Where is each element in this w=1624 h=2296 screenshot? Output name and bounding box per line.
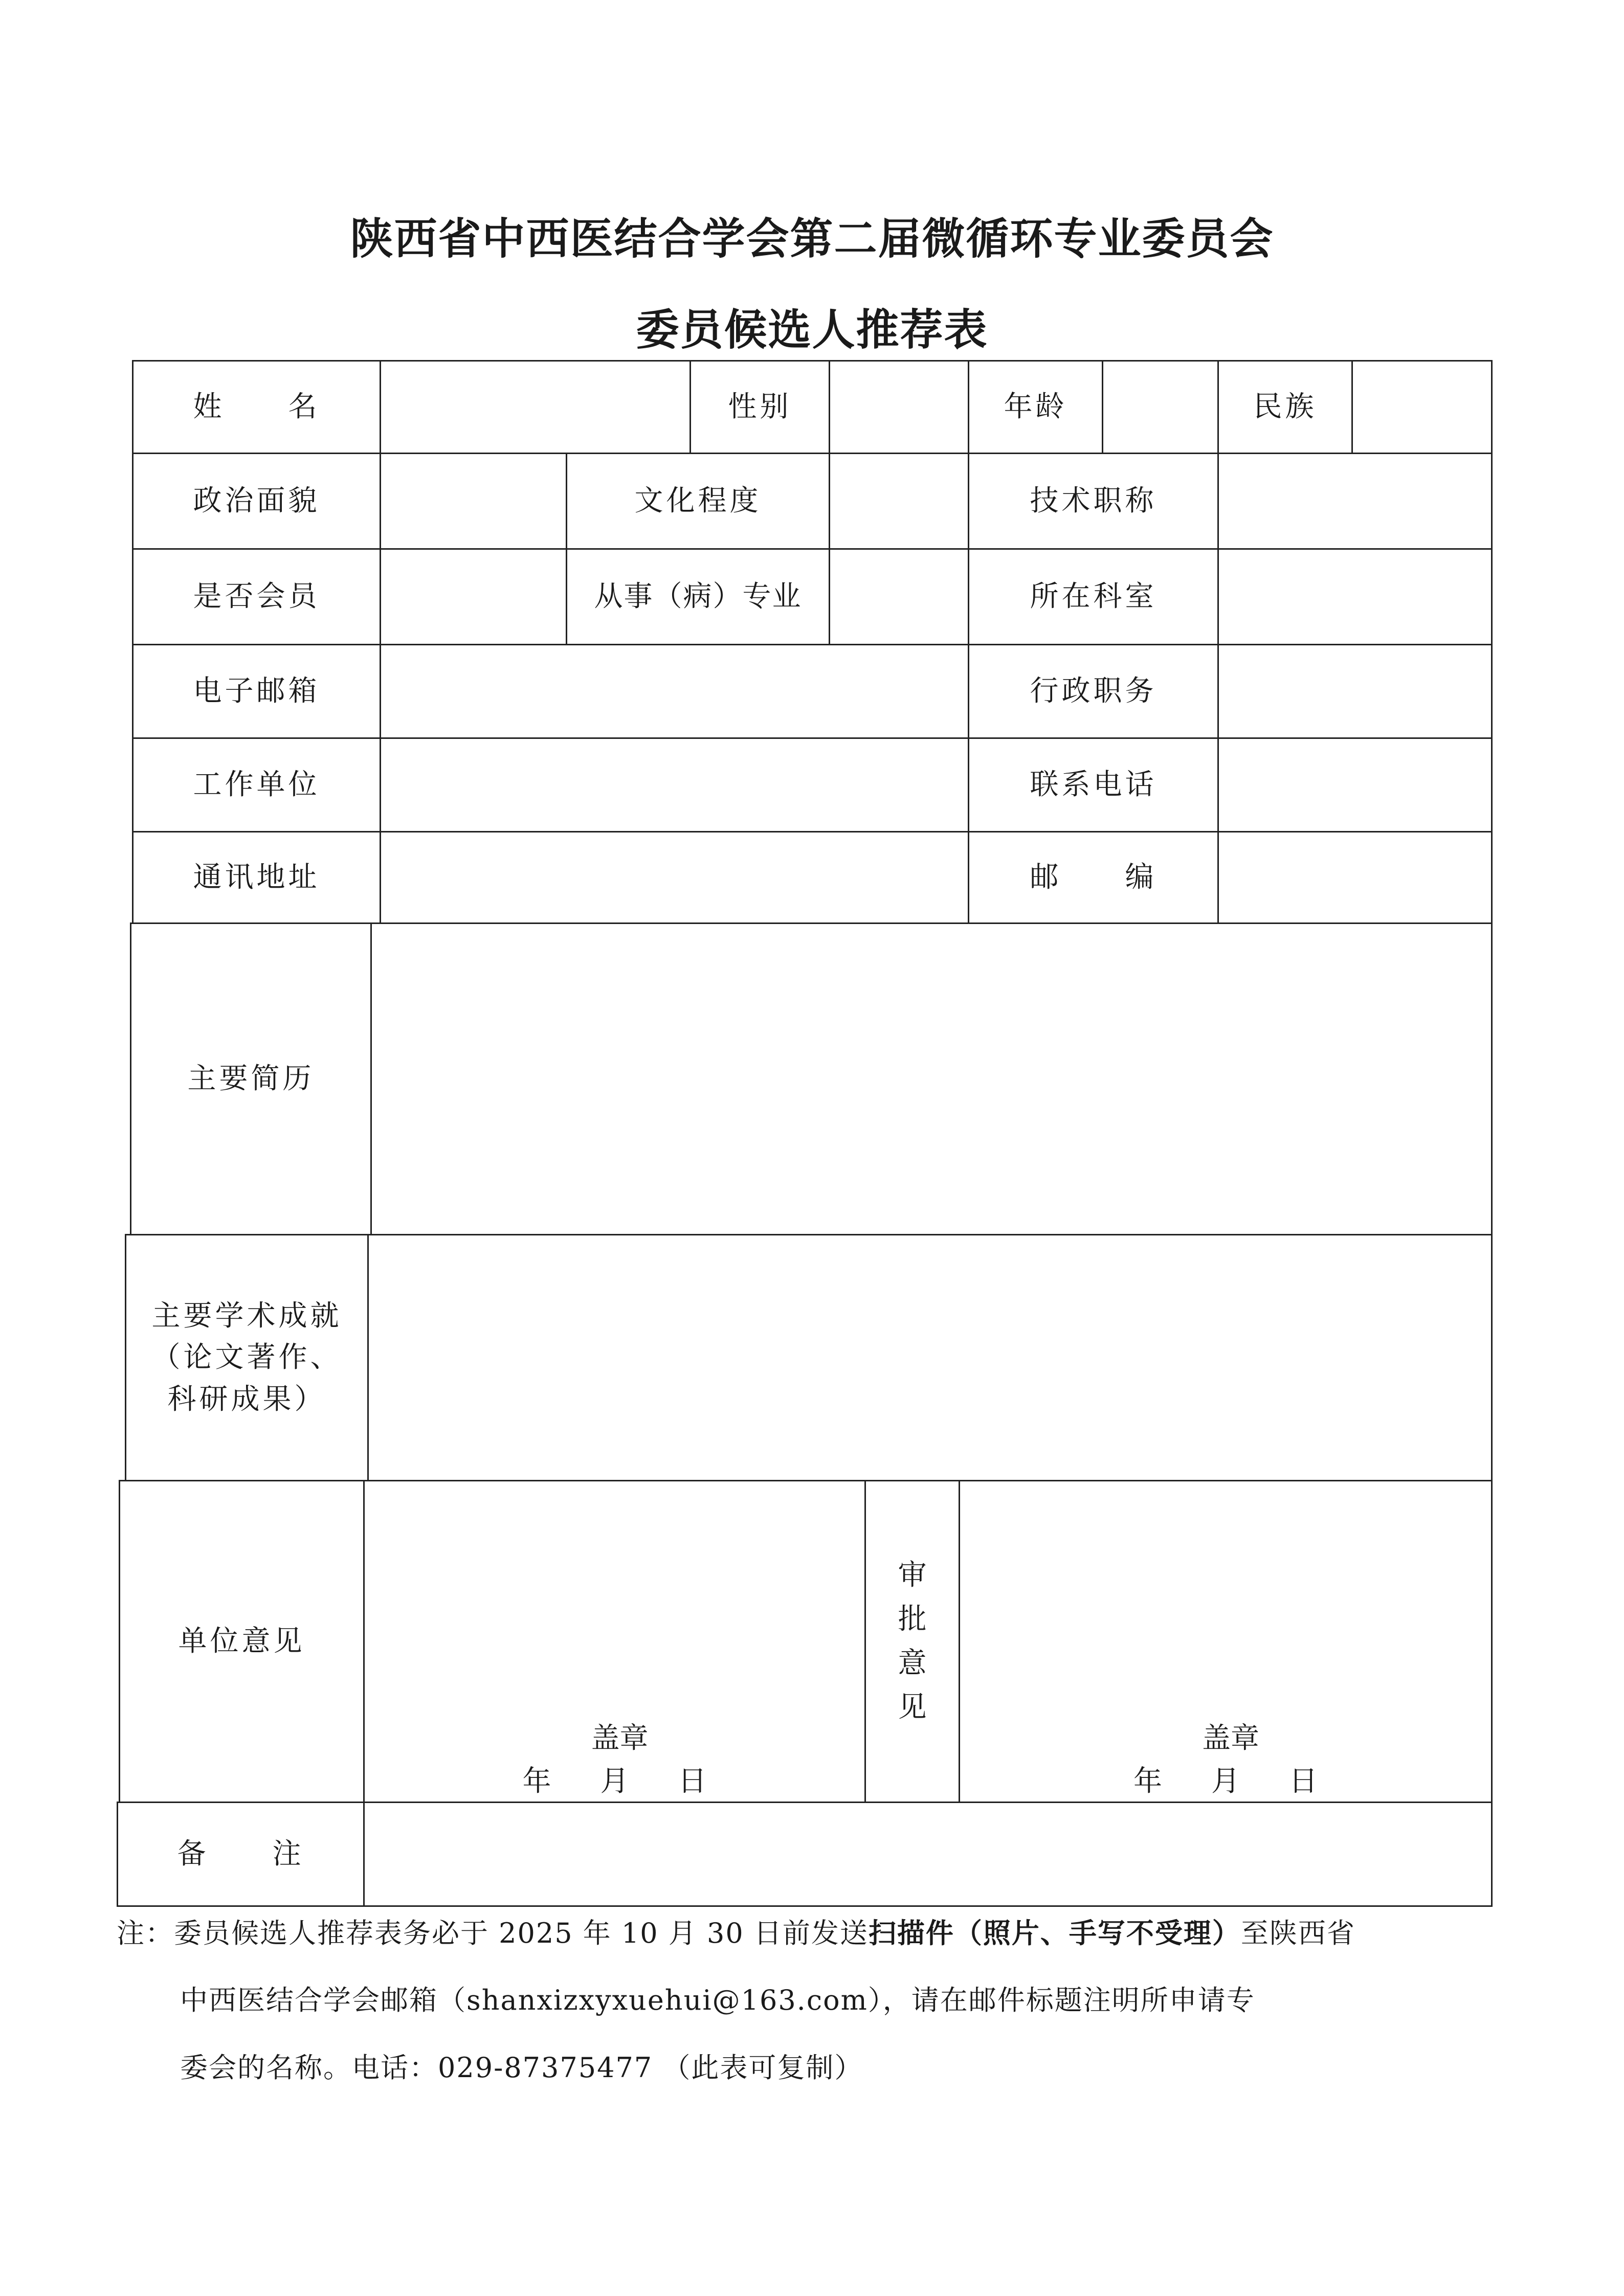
unit-opinion-label: 单位意见 [120, 1481, 365, 1802]
achievements-field[interactable] [369, 1235, 1491, 1480]
age-field[interactable] [1103, 362, 1219, 453]
political-status-label: 政治面貌 [134, 454, 381, 548]
address-label: 通讯地址 [134, 832, 381, 922]
row-email [132, 644, 1493, 739]
form-subtitle: 委员候选人推荐表 [636, 305, 988, 355]
age-label: 年龄 [969, 362, 1103, 453]
unit-opinion-field[interactable] [365, 1481, 866, 1802]
row-remarks [117, 1802, 1493, 1907]
gender-field[interactable] [830, 362, 969, 453]
specialty-label: 从事（病）专业 [567, 550, 830, 644]
remarks-label: 备 注 [118, 1803, 365, 1905]
work-unit-field[interactable] [381, 739, 969, 831]
ethnicity-label: 民族 [1219, 362, 1353, 453]
form-title: 陕西省中西医结合学会第二届微循环专业委员会 [350, 214, 1274, 264]
resume-label: 主要简历 [131, 924, 372, 1234]
ethnicity-field[interactable] [1353, 362, 1491, 453]
name-field[interactable] [381, 362, 691, 453]
approval-date-text: 年 月 日 [1133, 1765, 1328, 1798]
note-emphasis: 扫描件（照片、手写不受理） [868, 1917, 1241, 1949]
address-field[interactable] [381, 832, 969, 922]
note-prefix: 注： [117, 1917, 174, 1949]
admin-position-label: 行政职务 [969, 645, 1219, 737]
specialty-field[interactable] [830, 550, 969, 644]
row-achievements [125, 1234, 1493, 1481]
row-address [132, 831, 1493, 924]
note-line-3: 委会的名称。电话：029-87375477 （此表可复制） [180, 2052, 863, 2084]
email-label: 电子邮箱 [134, 645, 381, 737]
is-member-label: 是否会员 [134, 550, 381, 644]
postcode-field[interactable] [1219, 832, 1491, 922]
admin-position-field[interactable] [1219, 645, 1491, 737]
work-unit-label: 工作单位 [134, 739, 381, 831]
remarks-field[interactable] [365, 1803, 1491, 1905]
email-field[interactable] [381, 645, 969, 737]
technical-title-field[interactable] [1219, 454, 1491, 548]
row-basic-info [132, 360, 1493, 454]
approval-seal-text: 盖章 [1202, 1722, 1259, 1755]
approval-label: 审 批 意 见 [866, 1481, 960, 1802]
row-political-education [132, 453, 1493, 550]
technical-title-label: 技术职称 [969, 454, 1219, 548]
row-resume [130, 922, 1493, 1235]
phone-label: 联系电话 [969, 739, 1219, 831]
approval-field[interactable] [960, 1481, 1491, 1802]
row-member-specialty [132, 548, 1493, 645]
unit-seal-text: 盖章 [591, 1722, 649, 1755]
achievements-label: 主要学术成就（论文著作、科研成果） [126, 1235, 369, 1480]
is-member-field[interactable] [381, 550, 567, 644]
row-opinions [119, 1480, 1493, 1803]
phone-field[interactable] [1219, 739, 1491, 831]
education-field[interactable] [830, 454, 969, 548]
department-label: 所在科室 [969, 550, 1219, 644]
note-line-1: 注：委员候选人推荐表务必于 2025 年 10 月 30 日前发送扫描件（照片、手写不受理）至陕西省 [117, 1917, 1355, 1949]
row-work-unit [132, 737, 1493, 832]
gender-label: 性别 [691, 362, 830, 453]
name-label: 姓 名 [134, 362, 381, 453]
postcode-label: 邮 编 [969, 832, 1219, 922]
education-label: 文化程度 [567, 454, 830, 548]
note-line-2: 中西医结合学会邮箱（shanxizxyxuehui@163.com），请在邮件标题注明所申请专 [180, 1984, 1255, 2016]
resume-field[interactable] [372, 924, 1491, 1234]
department-field[interactable] [1219, 550, 1491, 644]
unit-date-text: 年 月 日 [522, 1765, 717, 1798]
political-status-field[interactable] [381, 454, 567, 548]
